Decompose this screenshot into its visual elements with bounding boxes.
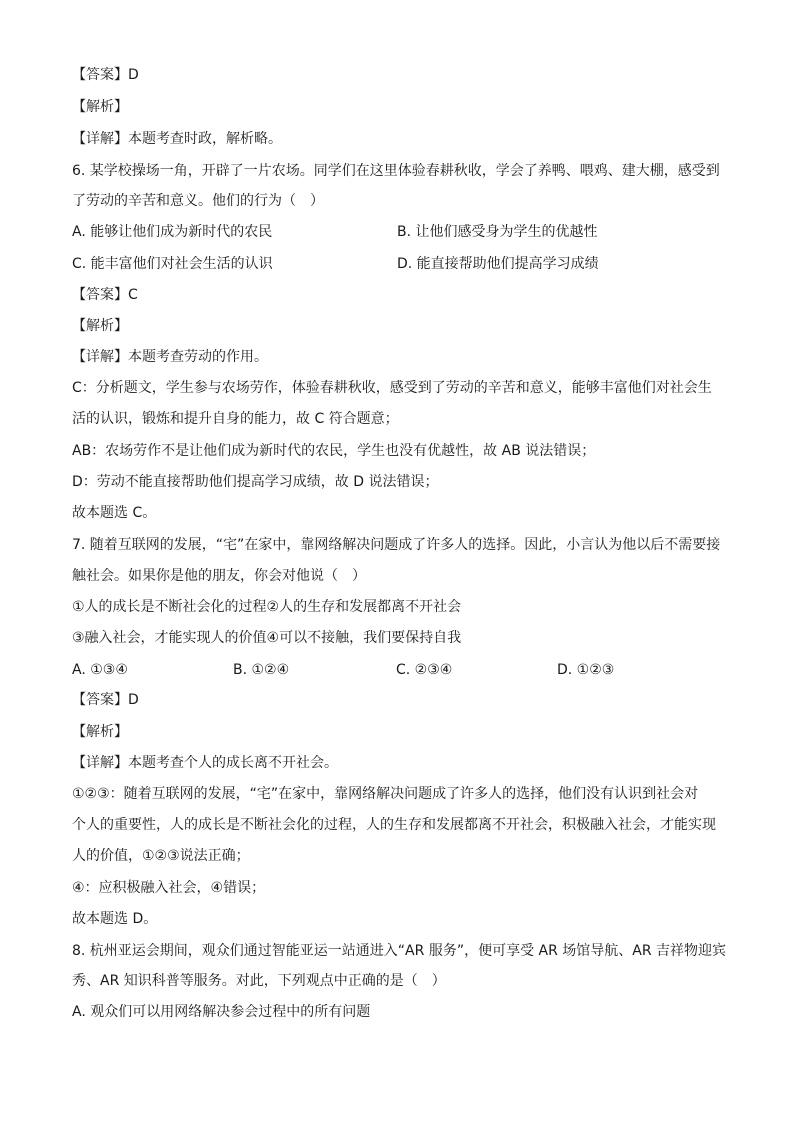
q6-answer: 【答案】C (72, 287, 138, 303)
q6-option-d: D. 能直接帮助他们提高学习成绩 (397, 256, 599, 272)
q7-statements-line-1: ①人的成长是不断社会化的过程②人的生存和发展都离不开社会 (72, 599, 462, 615)
q8-stem-line-1: 8. 杭州亚运会期间，观众们通过智能亚运一站通进入“AR 服务”，便可享受 AR 场馆导航、AR 吉祥物迎宾 (72, 943, 727, 959)
q7-explanation-123-line-3: 人的价值，①②③说法正确； (72, 848, 250, 864)
q6-explanation-c-line-2: 活的认识，锻炼和提升自身的能力，故 C 符合题意； (72, 411, 399, 427)
q7-detail: 【详解】本题考查个人的成长离不开社会。 (72, 755, 338, 771)
q7-option-b: B. ①②④ (233, 662, 290, 678)
q8-stem-line-2: 秀、AR 知识科普等服务。对此，下列观点中正确的是（ ） (72, 973, 446, 989)
q7-answer: 【答案】D (72, 692, 139, 708)
q7-explanation-123-line-1: ①②③：随着互联网的发展，“宅”在家中，靠网络解决问题成了许多人的选择，他们没有认识到社会对 (72, 786, 699, 802)
q7-option-a: A. ①③④ (72, 662, 128, 678)
q6-option-b: B. 让他们感受身为学生的优越性 (397, 224, 598, 240)
q5-detail: 【详解】本题考查时政，解析略。 (72, 131, 282, 147)
q7-stem-line-1: 7. 随着互联网的发展，“宅”在家中，靠网络解决问题成了许多人的选择。因此，小言认为他以后不需要接 (72, 537, 721, 553)
q5-analysis-heading: 【解析】 (72, 99, 128, 115)
q6-stem-line-2: 了劳动的辛苦和意义。他们的行为（ ） (72, 193, 324, 209)
q6-explanation-ab: AB：农场劳作不是让他们成为新时代的农民，学生也没有优越性，故 AB 说法错误； (72, 443, 596, 459)
q7-conclusion: 故本题选 D。 (72, 911, 158, 927)
q7-analysis-heading: 【解析】 (72, 724, 128, 740)
q7-option-d: D. ①②③ (557, 662, 615, 678)
q7-stem-line-2: 触社会。如果你是他的朋友，你会对他说（ ） (72, 568, 366, 584)
q6-detail: 【详解】本题考查劳动的作用。 (72, 349, 268, 365)
q6-analysis-heading: 【解析】 (72, 318, 128, 334)
q7-option-c: C. ②③④ (396, 662, 453, 678)
q5-answer: 【答案】D (72, 67, 139, 83)
q8-option-a: A. 观众们可以用网络解决参会过程中的所有问题 (72, 1004, 371, 1020)
q6-option-c: C. 能丰富他们对社会生活的认识 (72, 256, 273, 272)
q6-explanation-d: D：劳动不能直接帮助他们提高学习成绩，故 D 说法错误； (72, 474, 439, 490)
q6-conclusion: 故本题选 C。 (72, 505, 157, 521)
q7-statements-line-2: ③融入社会，才能实现人的价值④可以不接触，我们要保持自我 (72, 630, 462, 646)
q6-option-a: A. 能够让他们成为新时代的农民 (72, 224, 273, 240)
q7-explanation-4: ④：应积极融入社会，④错误； (72, 880, 266, 896)
q6-stem-line-1: 6. 某学校操场一角，开辟了一片农场。同学们在这里体验春耕秋收，学会了养鸭、喂鸡、建大棚，感受到 (72, 163, 720, 179)
q6-explanation-c-line-1: C：分析题文，学生参与农场劳作，体验春耕秋收，感受到了劳动的辛苦和意义，能够丰富他们对社会生 (72, 380, 712, 396)
q7-explanation-123-line-2: 个人的重要性，人的成长是不断社会化的过程，人的生存和发展都离不开社会，积极融入社会，才能实现 (72, 817, 716, 833)
